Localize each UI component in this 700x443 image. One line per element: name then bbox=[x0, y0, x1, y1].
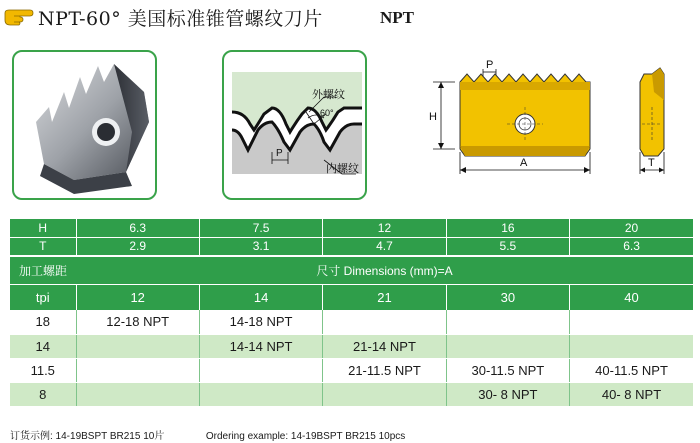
header bbox=[0, 0, 700, 36]
grid-tpi-cell: 14 bbox=[10, 334, 76, 358]
grid-size-cell: 21 bbox=[323, 284, 446, 310]
grid-cell bbox=[570, 310, 693, 334]
grid-dimensions-header: 尺寸 Dimensions (mm)=A bbox=[76, 256, 693, 284]
grid-tpi-cell: 8 bbox=[10, 382, 76, 406]
spec-t-cell: 6.3 bbox=[570, 237, 693, 255]
grid-cell bbox=[199, 358, 322, 382]
grid-cell: 12-18 NPT bbox=[76, 310, 199, 334]
grid-cell bbox=[76, 334, 199, 358]
thread-profile-diagram bbox=[224, 52, 367, 200]
grid-cell: 21-11.5 NPT bbox=[323, 358, 446, 382]
grid-tpi-cell: 11.5 bbox=[10, 358, 76, 382]
table-row bbox=[10, 382, 693, 406]
drawing-a-label: A bbox=[520, 157, 528, 169]
thread-profile-panel bbox=[222, 50, 367, 200]
grid-cell bbox=[76, 358, 199, 382]
grid-size-cell: 40 bbox=[570, 284, 693, 310]
table-row bbox=[10, 358, 693, 382]
grid-header-row bbox=[10, 256, 693, 284]
insert-front-drawing bbox=[425, 52, 615, 182]
grid-cell bbox=[446, 334, 569, 358]
thread-grid bbox=[10, 255, 693, 407]
spec-t-cell: 2.9 bbox=[76, 237, 199, 255]
grid-size-cell: 12 bbox=[76, 284, 199, 310]
grid-cell bbox=[76, 382, 199, 406]
table-row bbox=[10, 310, 693, 334]
spec-h-cell: 16 bbox=[446, 219, 569, 237]
outer-thread-label: 外螺纹 bbox=[312, 89, 345, 101]
grid-tpi-label: tpi bbox=[10, 284, 76, 310]
spec-t-cell: 4.7 bbox=[323, 237, 446, 255]
grid-cell: 14-18 NPT bbox=[199, 310, 322, 334]
grid-cell: 21-14 NPT bbox=[323, 334, 446, 358]
drawing-t-label: T bbox=[648, 157, 655, 169]
pitch-label: P bbox=[276, 148, 283, 159]
grid-cell: 14-14 NPT bbox=[199, 334, 322, 358]
grid-tpi-cell: 18 bbox=[10, 310, 76, 334]
grid-cell: 30- 8 NPT bbox=[446, 382, 569, 406]
insert-photo-icon bbox=[14, 52, 157, 200]
grid-size-row bbox=[10, 284, 693, 310]
angle-label: 60° bbox=[320, 108, 334, 118]
grid-cell: 40- 8 NPT bbox=[570, 382, 693, 406]
insert-side-drawing bbox=[630, 52, 690, 182]
grid-size-cell: 30 bbox=[446, 284, 569, 310]
grid-cell bbox=[446, 310, 569, 334]
ordering-example bbox=[10, 427, 405, 442]
insert-photo-panel bbox=[12, 50, 157, 200]
pointing-hand-icon bbox=[4, 8, 34, 26]
inner-thread-label: 内螺纹 bbox=[326, 163, 359, 175]
spec-h-cell: 12 bbox=[323, 219, 446, 237]
grid-cell bbox=[199, 382, 322, 406]
drawing-h-label: H bbox=[429, 111, 437, 123]
ordering-example-en: Ordering example: 14-19BSPT BR215 10pcs bbox=[205, 431, 406, 442]
ordering-example-cn: 订货示例: 14-19BSPT BR215 10片 bbox=[10, 431, 165, 442]
spec-row-t bbox=[10, 237, 693, 255]
page-title-en: NPT bbox=[380, 8, 414, 27]
grid-cell: 40-11.5 NPT bbox=[570, 358, 693, 382]
grid-cell bbox=[323, 382, 446, 406]
spec-row-h bbox=[10, 219, 693, 237]
spec-table bbox=[10, 219, 693, 255]
grid-left-header: 加工螺距 bbox=[10, 256, 76, 284]
spec-h-cell: 7.5 bbox=[199, 219, 322, 237]
drawing-p-label: P bbox=[486, 59, 494, 71]
page-title: NPT-60° 美国标准锥管螺纹刀片 bbox=[38, 8, 323, 30]
grid-cell bbox=[570, 334, 693, 358]
spec-t-cell: 3.1 bbox=[199, 237, 322, 255]
grid-cell: 30-11.5 NPT bbox=[446, 358, 569, 382]
spec-t-label: T bbox=[10, 237, 76, 255]
spec-t-cell: 5.5 bbox=[446, 237, 569, 255]
table-row bbox=[10, 334, 693, 358]
spec-h-cell: 20 bbox=[570, 219, 693, 237]
spec-h-label: H bbox=[10, 219, 76, 237]
grid-cell bbox=[323, 310, 446, 334]
spec-h-cell: 6.3 bbox=[76, 219, 199, 237]
grid-size-cell: 14 bbox=[199, 284, 322, 310]
